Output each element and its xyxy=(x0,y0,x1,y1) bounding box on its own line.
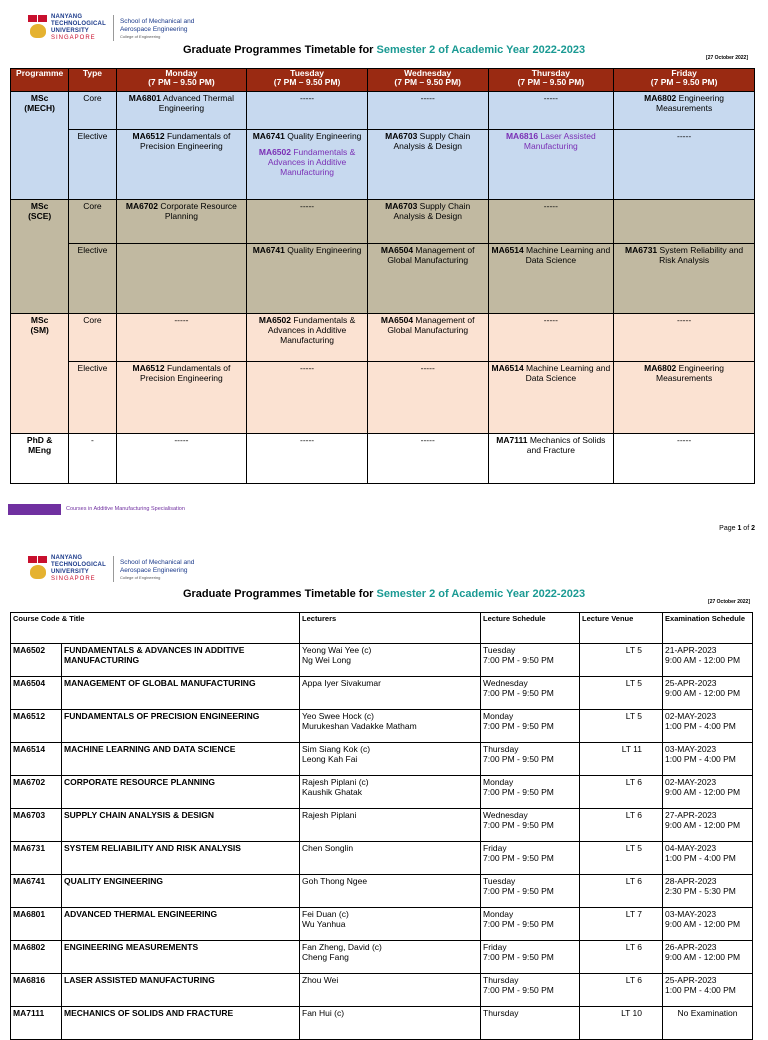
lecture-venue: LT 7 xyxy=(580,908,663,941)
lecture-schedule: Wednesday 7:00 PM - 9:50 PM xyxy=(481,809,580,842)
exam-schedule: 25-APR-2023 9:00 AM - 12:00 PM xyxy=(663,677,753,710)
timetable-slot xyxy=(488,362,614,434)
page-number: Page 1 of 2 xyxy=(719,525,755,532)
additive-legend-swatch xyxy=(8,504,61,515)
table-row xyxy=(11,809,753,842)
timetable-slot xyxy=(488,314,614,362)
additive-legend-label: Courses in Additive Manufacturing Specialisation xyxy=(66,506,185,512)
timetable-slot xyxy=(367,130,488,200)
course-lecturers: Fan Hui (c) xyxy=(300,1007,481,1040)
timetable-slot xyxy=(367,200,488,244)
type-cell: - xyxy=(69,434,116,484)
table-row xyxy=(11,776,753,809)
course-title: LASER ASSISTED MANUFACTURING xyxy=(62,974,300,1007)
timetable-slot xyxy=(247,92,368,130)
course-lecturers: Fei Duan (c) Wu Yanhua xyxy=(300,908,481,941)
lecture-venue: LT 5 xyxy=(580,677,663,710)
timetable-header: Monday (7 PM – 9.50 PM) xyxy=(116,69,247,92)
programme-cell: MSc (SCE) xyxy=(11,200,69,314)
course-lecturers: Appa Iyer Sivakumar xyxy=(300,677,481,710)
timetable-slot xyxy=(247,362,368,434)
lecture-venue: LT 11 xyxy=(580,743,663,776)
exam-schedule: 04-MAY-2023 1:00 PM - 4:00 PM xyxy=(663,842,753,875)
timetable-slot xyxy=(488,130,614,200)
timetable-slot xyxy=(614,314,755,362)
course-entry: MA6702 Corporate Resource Planning xyxy=(125,201,237,221)
programme-cell: MSc (MECH) xyxy=(11,92,69,200)
course-lecturers: Rajesh Piplani (c) Kaushik Ghatak xyxy=(300,776,481,809)
timetable-slot xyxy=(614,434,755,484)
course-title: FUNDAMENTALS & ADVANCES IN ADDITIVE MANUFACTURING xyxy=(62,644,300,677)
timetable-slot xyxy=(116,362,247,434)
table-row xyxy=(11,842,753,875)
course-table-header: Course Code & Title xyxy=(11,613,300,644)
timetable-header: Tuesday (7 PM – 9.50 PM) xyxy=(247,69,368,92)
course-lecturers: Goh Thong Ngee xyxy=(300,875,481,908)
course-entry: ----- xyxy=(420,435,435,445)
course-title: ENGINEERING MEASUREMENTS xyxy=(62,941,300,974)
exam-schedule: 26-APR-2023 9:00 AM - 12:00 PM xyxy=(663,941,753,974)
timetable-slot xyxy=(488,92,614,130)
timetable-grid xyxy=(10,68,755,484)
timetable-header: Programme xyxy=(11,69,69,92)
table-row xyxy=(11,941,753,974)
course-entry: MA6703 Supply Chain Analysis & Design xyxy=(385,201,471,221)
course-entry: ----- xyxy=(174,435,189,445)
course-code: MA6703 xyxy=(11,809,62,842)
course-title: FUNDAMENTALS OF PRECISION ENGINEERING xyxy=(62,710,300,743)
course-table xyxy=(10,612,753,1040)
course-code: MA6801 xyxy=(11,908,62,941)
course-entry: MA6703 Supply Chain Analysis & Design xyxy=(385,131,471,151)
timetable-slot xyxy=(247,434,368,484)
course-lecturers: Chen Songlin xyxy=(300,842,481,875)
lecture-venue: LT 6 xyxy=(580,941,663,974)
timetable-slot xyxy=(488,200,614,244)
type-cell: Elective xyxy=(69,362,116,434)
course-entry: MA7111 Mechanics of Solids and Fracture xyxy=(496,435,606,455)
course-code: MA6702 xyxy=(11,776,62,809)
timetable-slot xyxy=(614,200,755,244)
ntu-logo xyxy=(28,14,194,42)
course-lecturers: Fan Zheng, David (c) Cheng Fang xyxy=(300,941,481,974)
course-entry: ----- xyxy=(420,363,435,373)
course-code: MA6802 xyxy=(11,941,62,974)
course-title: QUALITY ENGINEERING xyxy=(62,875,300,908)
course-title: SUPPLY CHAIN ANALYSIS & DESIGN xyxy=(62,809,300,842)
exam-schedule: 03-MAY-2023 9:00 AM - 12:00 PM xyxy=(663,908,753,941)
timetable-slot xyxy=(614,362,755,434)
type-cell: Core xyxy=(69,92,116,130)
lecture-schedule: Thursday xyxy=(481,1007,580,1040)
timetable-slot xyxy=(367,244,488,314)
course-lecturers: Sim Siang Kok (c) Leong Kah Fai xyxy=(300,743,481,776)
lecture-venue: LT 5 xyxy=(580,710,663,743)
course-entry: ----- xyxy=(543,315,558,325)
timetable-slot xyxy=(247,314,368,362)
timetable-header: Thursday (7 PM – 9.50 PM) xyxy=(488,69,614,92)
course-entry: MA6802 Engineering Measurements xyxy=(644,363,725,383)
course-entry: MA6504 Management of Global Manufacturing xyxy=(380,245,475,265)
timetable-slot xyxy=(614,130,755,200)
exam-schedule: 27-APR-2023 9:00 AM - 12:00 PM xyxy=(663,809,753,842)
exam-schedule: 02-MAY-2023 9:00 AM - 12:00 PM xyxy=(663,776,753,809)
course-title: MACHINE LEARNING AND DATA SCIENCE xyxy=(62,743,300,776)
lecture-schedule: Thursday 7:00 PM - 9:50 PM xyxy=(481,743,580,776)
course-entry: MA6816 Laser Assisted Manufacturing xyxy=(505,131,596,151)
timetable-slot xyxy=(116,314,247,362)
course-entry: MA6512 Fundamentals of Precision Engineering xyxy=(132,131,231,151)
course-entry: MA6731 System Reliability and Risk Analysis xyxy=(625,245,744,265)
course-entry: ----- xyxy=(299,93,315,103)
course-entry: MA6504 Management of Global Manufacturing xyxy=(380,315,475,335)
course-entry: ----- xyxy=(677,315,692,325)
course-entry: MA6502 Fundamentals & Advances in Additive Manufacturing xyxy=(258,147,356,177)
course-lecturers: Zhou Wei xyxy=(300,974,481,1007)
table-row xyxy=(11,743,753,776)
course-title: MECHANICS OF SOLIDS AND FRACTURE xyxy=(62,1007,300,1040)
course-entry: MA6514 Machine Learning and Data Science xyxy=(491,363,611,383)
course-code: MA7111 xyxy=(11,1007,62,1040)
ntu-crest-icon xyxy=(28,15,48,41)
course-entry: ----- xyxy=(677,435,692,445)
table-row xyxy=(11,710,753,743)
table-row xyxy=(11,1007,753,1040)
lecture-venue: LT 6 xyxy=(580,776,663,809)
table-row xyxy=(11,644,753,677)
lecture-venue: LT 6 xyxy=(580,875,663,908)
lecture-schedule: Monday 7:00 PM - 9:50 PM xyxy=(481,776,580,809)
lecture-schedule: Tuesday 7:00 PM - 9:50 PM xyxy=(481,644,580,677)
course-entry: MA6502 Fundamentals & Advances in Additive Manufacturing xyxy=(258,315,356,345)
timetable-slot xyxy=(367,434,488,484)
lecture-venue: LT 5 xyxy=(580,842,663,875)
course-entry: ----- xyxy=(543,201,558,211)
page2-date-stamp: [27 October 2022] xyxy=(708,599,750,605)
lecture-schedule: Tuesday 7:00 PM - 9:50 PM xyxy=(481,875,580,908)
lecture-schedule: Friday 7:00 PM - 9:50 PM xyxy=(481,941,580,974)
university-name: NANYANG TECHNOLOGICAL UNIVERSITY SINGAPORE xyxy=(51,14,106,41)
course-table-header: Lecturers xyxy=(300,613,481,644)
course-title: CORPORATE RESOURCE PLANNING xyxy=(62,776,300,809)
ntu-logo-page2 xyxy=(28,555,194,583)
timetable-slot xyxy=(116,92,247,130)
page-title: Graduate Programmes Timetable for Semester 2 of Academic Year 2022-2023 xyxy=(182,44,586,56)
course-code: MA6502 xyxy=(11,644,62,677)
type-cell: Elective xyxy=(69,130,116,200)
university-name: NANYANG TECHNOLOGICAL UNIVERSITY SINGAPORE xyxy=(51,555,106,582)
exam-schedule: 02-MAY-2023 1:00 PM - 4:00 PM xyxy=(663,710,753,743)
course-entry: MA6741 Quality Engineering xyxy=(252,245,362,255)
course-code: MA6504 xyxy=(11,677,62,710)
timetable-slot xyxy=(614,92,755,130)
timetable-slot xyxy=(488,244,614,314)
course-entry: MA6801 Advanced Thermal Engineering xyxy=(128,93,235,113)
lecture-venue: LT 10 xyxy=(580,1007,663,1040)
table-row xyxy=(11,908,753,941)
timetable-slot xyxy=(116,434,247,484)
lecture-venue: LT 6 xyxy=(580,809,663,842)
course-entry: ----- xyxy=(299,435,315,445)
course-title: ADVANCED THERMAL ENGINEERING xyxy=(62,908,300,941)
course-code: MA6741 xyxy=(11,875,62,908)
table-row xyxy=(11,677,753,710)
date-stamp: [27 October 2022] xyxy=(706,55,748,61)
type-cell: Core xyxy=(69,314,116,362)
timetable-slot xyxy=(247,200,368,244)
timetable-header: Friday (7 PM – 9.50 PM) xyxy=(614,69,755,92)
course-code: MA6512 xyxy=(11,710,62,743)
timetable-slot xyxy=(247,244,368,314)
exam-schedule: 21-APR-2023 9:00 AM - 12:00 PM xyxy=(663,644,753,677)
exam-schedule: No Examination xyxy=(663,1007,753,1040)
programme-cell: MSc (SM) xyxy=(11,314,69,434)
timetable-header: Type xyxy=(69,69,116,92)
course-lecturers: Rajesh Piplani xyxy=(300,809,481,842)
course-code: MA6731 xyxy=(11,842,62,875)
timetable-slot xyxy=(614,244,755,314)
lecture-schedule: Monday 7:00 PM - 9:50 PM xyxy=(481,710,580,743)
table-row xyxy=(11,875,753,908)
programme-cell: PhD & MEng xyxy=(11,434,69,484)
course-table-header: Lecture Venue xyxy=(580,613,663,644)
timetable-slot xyxy=(247,130,368,200)
course-entry: ----- xyxy=(677,131,692,141)
exam-schedule: 03-MAY-2023 1:00 PM - 4:00 PM xyxy=(663,743,753,776)
course-table-header: Examination Schedule xyxy=(663,613,753,644)
table-row xyxy=(11,974,753,1007)
course-table-header: Lecture Schedule xyxy=(481,613,580,644)
timetable-slot xyxy=(488,434,614,484)
lecture-schedule: Wednesday 7:00 PM - 9:50 PM xyxy=(481,677,580,710)
course-entry: ----- xyxy=(543,93,558,103)
type-cell: Core xyxy=(69,200,116,244)
course-code: MA6514 xyxy=(11,743,62,776)
page2-title: Graduate Programmes Timetable for Semester 2 of Academic Year 2022-2023 xyxy=(182,588,586,600)
course-code: MA6816 xyxy=(11,974,62,1007)
course-entry: ----- xyxy=(174,315,189,325)
course-lecturers: Yeo Swee Hock (c) Murukeshan Vadakke Matham xyxy=(300,710,481,743)
course-entry: ----- xyxy=(420,93,435,103)
timetable-slot xyxy=(367,362,488,434)
exam-schedule: 28-APR-2023 2:30 PM - 5:30 PM xyxy=(663,875,753,908)
course-title: SYSTEM RELIABILITY AND RISK ANALYSIS xyxy=(62,842,300,875)
course-lecturers: Yeong Wai Yee (c) Ng Wei Long xyxy=(300,644,481,677)
timetable-header: Wednesday (7 PM – 9.50 PM) xyxy=(367,69,488,92)
timetable-slot xyxy=(367,92,488,130)
timetable-slot xyxy=(116,200,247,244)
lecture-venue: LT 6 xyxy=(580,974,663,1007)
course-entry: ----- xyxy=(299,363,315,373)
course-entry: ----- xyxy=(299,201,315,211)
timetable-slot xyxy=(116,130,247,200)
course-entry: MA6802 Engineering Measurements xyxy=(644,93,725,113)
course-entry: MA6512 Fundamentals of Precision Engineering xyxy=(132,363,231,383)
type-cell: Elective xyxy=(69,244,116,314)
ntu-crest-icon xyxy=(28,556,48,582)
timetable-slot xyxy=(116,244,247,314)
course-entry: MA6741 Quality Engineering xyxy=(252,131,362,141)
timetable-slot xyxy=(367,314,488,362)
lecture-venue: LT 5 xyxy=(580,644,663,677)
course-title: MANAGEMENT OF GLOBAL MANUFACTURING xyxy=(62,677,300,710)
lecture-schedule: Monday 7:00 PM - 9:50 PM xyxy=(481,908,580,941)
lecture-schedule: Friday 7:00 PM - 9:50 PM xyxy=(481,842,580,875)
school-name: School of Mechanical and Aerospace Engineering College of Engineering xyxy=(119,17,195,39)
lecture-schedule: Thursday 7:00 PM - 9:50 PM xyxy=(481,974,580,1007)
school-name: School of Mechanical and Aerospace Engineering College of Engineering xyxy=(119,558,195,580)
course-entry: MA6514 Machine Learning and Data Science xyxy=(491,245,611,265)
exam-schedule: 25-APR-2023 1:00 PM - 4:00 PM xyxy=(663,974,753,1007)
